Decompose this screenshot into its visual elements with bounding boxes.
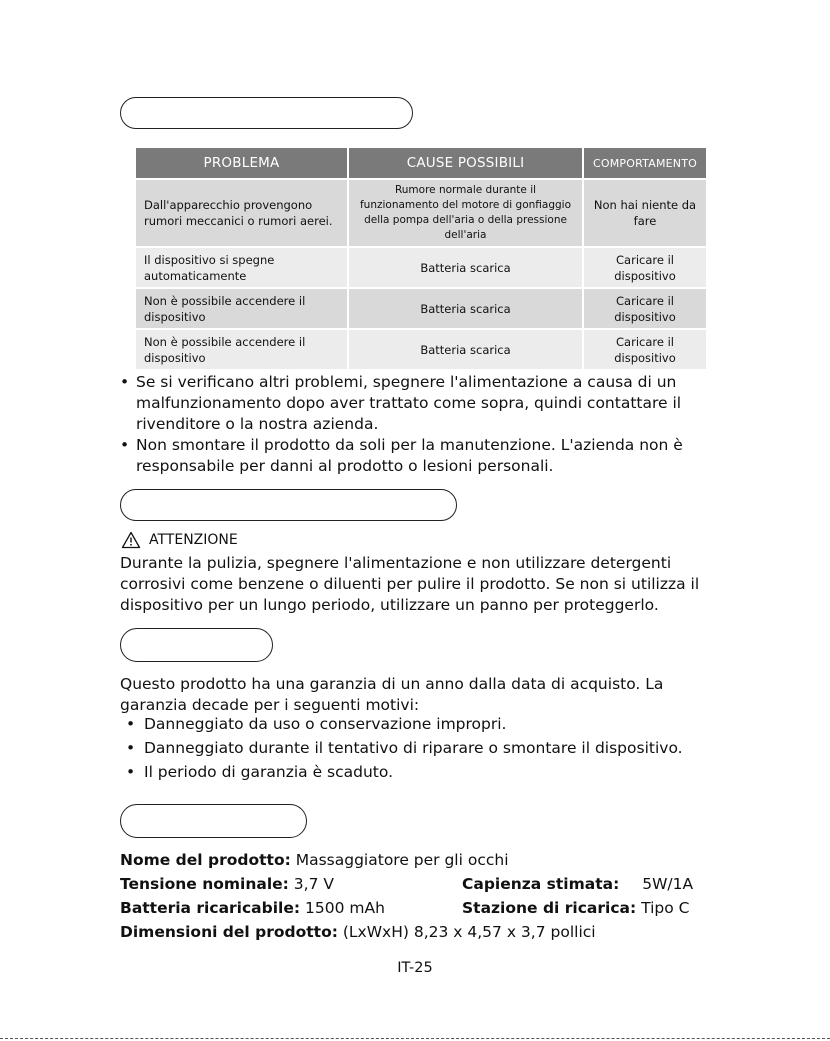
section-heading-pill-warranty (120, 628, 273, 662)
problem-cell: Non è possibile accendere il dispositivo (135, 329, 348, 370)
troubleshooting-notes (120, 372, 705, 477)
spec-value: Massaggiatore per gli occhi (295, 851, 509, 869)
spec-label: Batteria ricaricabile: (120, 899, 301, 917)
troubleshooting-table (134, 146, 708, 371)
spec-value: 5W/1A (642, 875, 694, 893)
table-header-row (135, 147, 707, 179)
table-row (135, 247, 707, 288)
table-row (135, 288, 707, 329)
header-problem: PROBLEMA (135, 147, 348, 179)
section-heading-pill-specs (120, 804, 307, 838)
cause-cell: Batteria scarica (348, 247, 583, 288)
section-heading-pill-cleaning (120, 489, 457, 521)
page-cut-line (0, 1038, 830, 1039)
action-cell: Caricare il dispositivo (583, 247, 707, 288)
cause-cell: Batteria scarica (348, 288, 583, 329)
table-row (135, 179, 707, 247)
spec-label: Dimensioni del prodotto: (120, 923, 338, 941)
spec-label: Tensione nominale: (120, 875, 289, 893)
problem-cell: Dall'apparecchio provengono rumori meccanici o rumori aerei. (135, 179, 348, 247)
spec-battery (120, 898, 385, 919)
spec-product-name (120, 850, 509, 871)
header-behavior: COMPORTAMENTO (583, 147, 707, 179)
problem-cell: Il dispositivo si spegne automaticamente (135, 247, 348, 288)
spec-label: Capienza stimata: (462, 875, 620, 893)
warning-label (121, 531, 238, 549)
cause-cell: Batteria scarica (348, 329, 583, 370)
page-number: IT-25 (397, 960, 433, 976)
spec-dimensions (120, 922, 596, 943)
spec-value: 3,7 V (293, 875, 334, 893)
section-heading-pill-troubleshooting (120, 97, 413, 129)
spec-station (462, 898, 689, 919)
note-item: • Non smontare il prodotto da soli per la manutenzione. L'azienda non è responsabile per danni al prodotto o lesioni personali. (120, 435, 705, 477)
spec-value: 1500 mAh (305, 899, 385, 917)
warranty-item: • Danneggiato da uso o conservazione impropri. (120, 712, 710, 736)
spec-capacity (462, 874, 693, 895)
action-cell: Caricare il dispositivo (583, 329, 707, 370)
warranty-item: • Danneggiato durante il tentativo di riparare o smontare il dispositivo. (120, 736, 710, 760)
header-causes: CAUSE POSSIBILI (348, 147, 583, 179)
warranty-item: • Il periodo di garanzia è scaduto. (120, 760, 710, 784)
cause-cell: Rumore normale durante il funzionamento del motore di gonfiaggio della pompa dell'aria o della pressione dell'aria (348, 179, 583, 247)
action-cell: Non hai niente da fare (583, 179, 707, 247)
table-row (135, 329, 707, 370)
warning-text: ATTENZIONE (149, 532, 238, 548)
cleaning-text: Durante la pulizia, spegnere l'alimentazione e non utilizzare detergenti corrosivi come benzene o diluenti per pulire il prodotto. Se non si utilizza il dispositivo per un lungo periodo, utilizzare un panno per proteggerlo. (120, 554, 700, 614)
problem-cell: Non è possibile accendere il dispositivo (135, 288, 348, 329)
spec-label: Stazione di ricarica: (462, 899, 637, 917)
spec-value: (LxWxH) 8,23 x 4,57 x 3,7 pollici (342, 923, 596, 941)
warning-triangle-icon (121, 531, 141, 549)
warranty-intro: Questo prodotto ha una garanzia di un anno dalla data di acquisto. La garanzia decade per i seguenti motivi: (120, 675, 664, 714)
spec-voltage (120, 874, 334, 895)
note-item: • Se si verificano altri problemi, spegnere l'alimentazione a causa di un malfunzionamento dopo aver trattato come sopra, quindi contattare il rivenditore o la nostra azienda. (120, 372, 705, 435)
spec-value: Tipo C (641, 899, 690, 917)
action-cell: Caricare il dispositivo (583, 288, 707, 329)
spec-label: Nome del prodotto: (120, 851, 291, 869)
warranty-list (120, 712, 710, 784)
